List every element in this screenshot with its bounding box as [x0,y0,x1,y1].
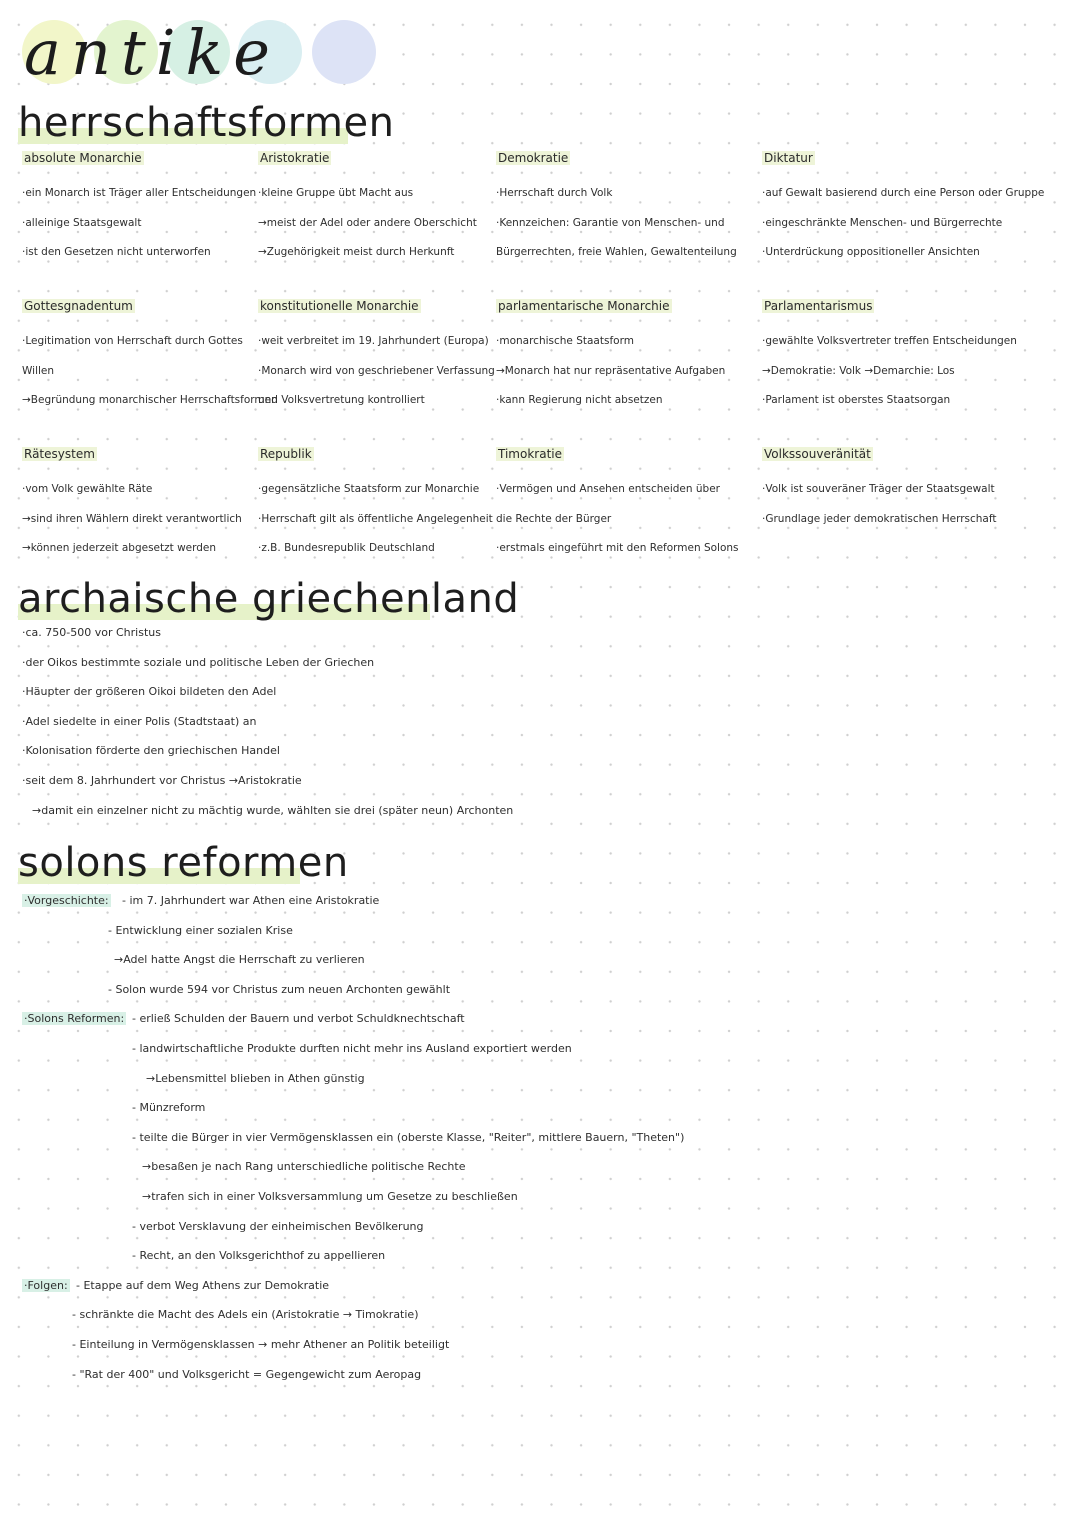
term-line: →Demokratie: Volk →Demarchie: Los [762,364,955,377]
reform-line: - verbot Versklavung der einheimischen Bevölkerung [132,1219,424,1233]
reform-line: - teilte die Bürger in vier Vermögensklassen ein (oberste Klasse, "Reiter", mittlere Bauern, "Theten") [132,1130,685,1144]
folgen-label: ·Folgen: [24,1278,68,1292]
term-volkssouveraenitaet [762,446,1062,533]
term-title: parlamentarische Monarchie [498,299,670,313]
term-line: ·ist den Gesetzen nicht unterworfen [22,246,211,259]
term-title: Demokratie [498,151,569,165]
term-line: ·Volk ist souveräner Träger der Staatsgewalt [762,483,995,495]
term-line: ·kleine Gruppe übt Macht aus [258,187,414,199]
note-line: ·der Oikos bestimmte soziale und politische Leben der Griechen [22,655,375,669]
term-line: →meist der Adel oder andere Oberschicht [258,216,477,229]
term-line: ·Herrschaft gilt als öffentliche Angelegenheit [258,512,493,525]
term-line: ·monarchische Staatsform [496,335,634,347]
term-konstitutionelle-monarchie [258,298,495,415]
term-diktatur [762,150,1062,267]
term-timokratie [496,446,758,563]
term-title: Timokratie [498,447,562,461]
term-title: Diktatur [764,151,813,165]
term-line: ·eingeschränkte Menschen- und Bürgerrechte [762,216,1003,229]
term-absolute-monarchie [22,150,257,267]
term-line: →Zugehörigkeit meist durch Herkunft [258,246,455,259]
vorgeschichte-label: ·Vorgeschichte: [24,894,109,907]
term-line: ·Unterdrückung oppositioneller Ansichten [762,246,980,259]
note-line: ·Adel siedelte in einer Polis (Stadtstaat) an [22,714,257,728]
term-title: konstitutionelle Monarchie [260,299,419,313]
term-line: ·ein Monarch ist Träger aller Entscheidungen [22,187,257,199]
term-line: ·kann Regierung nicht absetzen [496,394,663,407]
note-line: ·seit dem 8. Jahrhundert vor Christus →Aristokratie [22,774,302,787]
reform-line: - erließ Schulden der Bauern und verbot Schuldknechtschaft [132,1012,465,1026]
term-line: ·z.B. Bundesrepublik Deutschland [258,542,435,555]
term-line: ·alleinige Staatsgewalt [22,216,142,229]
term-line: →sind ihren Wählern direkt verantwortlich [22,512,242,525]
term-line: ·Legitimation von Herrschaft durch Gottes [22,335,243,347]
term-line: und Volksvertretung kontrolliert [258,394,425,407]
term-line: ·erstmals eingeführt mit den Reformen Solons [496,542,739,555]
reform-line: →besaßen je nach Rang unterschiedliche politische Rechte [142,1160,466,1174]
reform-line: - landwirtschaftliche Produkte durften nicht mehr ins Ausland exportiert werden [132,1042,572,1055]
term-line: ·Herrschaft durch Volk [496,187,613,199]
term-title: Gottesgnadentum [24,299,133,313]
term-demokratie [496,150,758,267]
term-line: ·Monarch wird von geschriebener Verfassung [258,364,495,377]
reform-line: →trafen sich in einer Volksversammlung um Gesetze zu beschließen [142,1190,518,1203]
section-heading-herrschaftsformen: herrschaftsformen [18,100,395,146]
term-line: Willen [22,364,55,377]
term-line: ·Vermögen und Ansehen entscheiden über [496,483,720,495]
term-line: ·gegensätzliche Staatsform zur Monarchie [258,483,480,495]
note-line: ·Kolonisation förderte den griechischen Handel [22,744,280,758]
term-line: ·Parlament ist oberstes Staatsorgan [762,394,951,407]
vorgeschichte-line: - im 7. Jahrhundert war Athen eine Aristokratie [122,894,380,907]
page-title: antike [24,16,280,89]
reform-line: - Recht, an den Volksgerichthof zu appellieren [132,1249,386,1263]
section-heading-archaische-griechenland: archaische griechenland [18,576,520,622]
term-parlamentarische-monarchie [496,298,758,415]
term-title: Rätesystem [24,447,95,461]
term-title: Aristokratie [260,151,330,165]
term-line: ·weit verbreitet im 19. Jahrhundert (Europa) [258,335,489,347]
note-line: ·Häupter der größeren Oikoi bildeten den Adel [22,685,277,699]
term-republik [258,446,493,563]
term-line: ·Kennzeichen: Garantie von Menschen- und [496,216,725,229]
term-line: →Monarch hat nur repräsentative Aufgaben [496,364,726,377]
title-circle [312,20,376,84]
term-raetesystem [22,446,254,563]
vorgeschichte-line: - Entwicklung einer sozialen Krise [108,923,293,937]
vorgeschichte-line: - Solon wurde 594 vor Christus zum neuen Archonten gewählt [108,982,451,996]
term-line: ·gewählte Volksvertreter treffen Entscheidungen [762,335,1017,347]
note-line: ·ca. 750-500 vor Christus [22,626,161,639]
term-parlamentarismus [762,298,1062,415]
term-line: →können jederzeit abgesetzt werden [22,542,217,555]
term-title: Parlamentarismus [764,299,873,313]
term-line: ·vom Volk gewählte Räte [22,483,153,495]
term-aristokratie [258,150,490,267]
term-line: die Rechte der Bürger [496,512,612,525]
term-line: →Begründung monarchischer Herrschaftsformen [22,394,278,407]
vorgeschichte-line: →Adel hatte Angst die Herrschaft zu verlieren [114,953,365,967]
reformen-label: ·Solons Reformen: [24,1012,125,1026]
reform-line: - Münzreform [132,1101,206,1115]
term-title: Volkssouveränität [764,447,871,461]
term-title: Republik [260,447,312,461]
folgen-line: - schränkte die Macht des Adels ein (Aristokratie → Timokratie) [72,1308,419,1322]
note-line: →damit ein einzelner nicht zu mächtig wurde, wählten sie drei (später neun) Archonten [32,803,514,817]
folgen-line: - Einteilung in Vermögensklassen → mehr Athener an Politik beteiligt [72,1338,450,1351]
section-heading-solons-reformen: solons reformen [18,840,349,886]
reform-line: →Lebensmittel blieben in Athen günstig [146,1071,365,1085]
term-gottesgnadentum [22,298,278,415]
term-line: ·auf Gewalt basierend durch eine Person oder Gruppe [762,187,1045,199]
folgen-line: - Etappe auf dem Weg Athens zur Demokratie [76,1278,330,1292]
term-line: ·Grundlage jeder demokratischen Herrschaft [762,512,997,525]
term-line: Bürgerrechten, freie Wahlen, Gewaltenteilung [496,246,737,259]
folgen-line: - "Rat der 400" und Volksgericht = Gegengewicht zum Aeropag [72,1367,422,1381]
term-title: absolute Monarchie [24,151,142,165]
